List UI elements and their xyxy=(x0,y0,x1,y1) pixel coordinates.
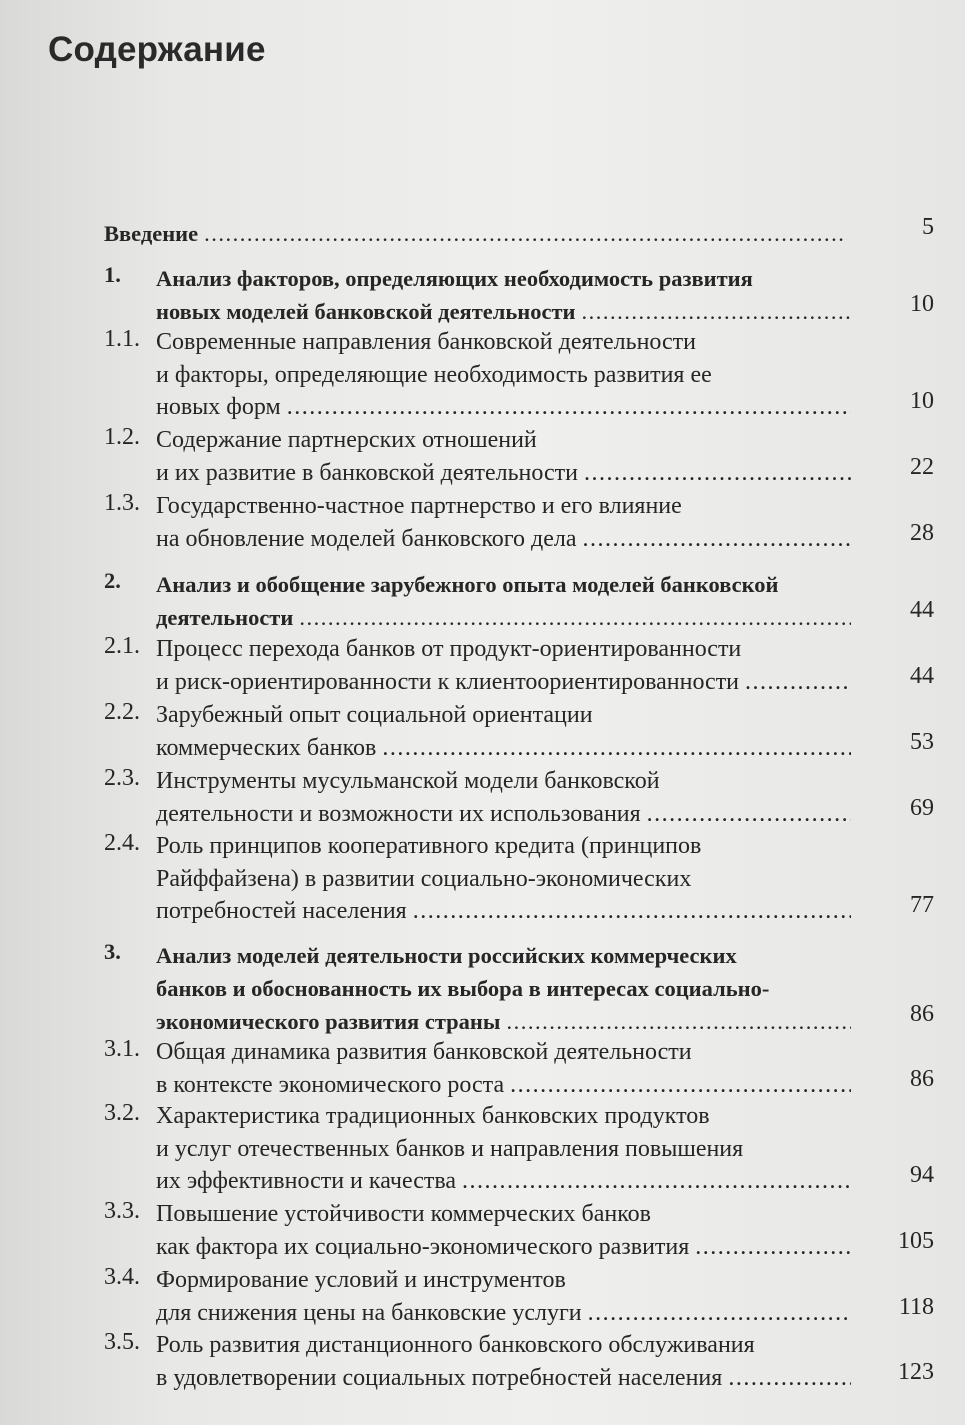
toc-page-number: 86 xyxy=(910,1066,934,1092)
toc-page-number: 94 xyxy=(910,1162,934,1188)
toc-page-number: 10 xyxy=(910,388,934,414)
toc-line xyxy=(156,391,851,424)
toc-entry-number: 3. xyxy=(104,939,121,964)
toc-line xyxy=(156,732,851,765)
toc-line-text: и их развитие в банковской деятельности xyxy=(156,459,578,486)
toc-page-number: 53 xyxy=(910,729,934,755)
toc-page-number: 28 xyxy=(910,520,934,546)
toc-line-text: новых моделей банковской деятельности xyxy=(156,299,576,324)
toc-line xyxy=(156,424,851,457)
toc-entry-number: 3.2. xyxy=(104,1100,140,1126)
dot-leader xyxy=(745,666,851,699)
dot-leader xyxy=(695,1231,851,1264)
dot-leader xyxy=(647,798,851,831)
toc-line xyxy=(156,830,851,863)
toc-page-number: 44 xyxy=(910,597,934,623)
toc-line xyxy=(156,1069,851,1102)
dot-leader xyxy=(287,391,851,424)
toc-entry-number: 3.4. xyxy=(104,1264,140,1290)
toc-line xyxy=(156,262,851,295)
dot-leader xyxy=(588,1297,851,1330)
dot-leader xyxy=(204,218,847,251)
toc-line-text: их эффективности и качества xyxy=(156,1168,457,1194)
toc-page-number: 69 xyxy=(910,795,934,821)
toc-line-text: Повышение устойчивости коммерческих банков xyxy=(156,1201,651,1227)
toc-entry-number: 2.4. xyxy=(104,830,140,856)
toc-entry-label: Введение xyxy=(104,221,199,246)
toc-line-text: деятельности и возможности их использования xyxy=(156,800,641,827)
toc-line-text: Зарубежный опыт социальной ориентации xyxy=(156,702,593,728)
toc-line-text: Анализ моделей деятельности российских коммерческих xyxy=(156,943,737,968)
toc-line xyxy=(156,1362,851,1395)
toc-line-text: Роль принципов кооперативного кредита (принципов xyxy=(156,833,702,859)
toc-line-text: коммерческих банков xyxy=(156,734,377,761)
toc-line xyxy=(156,666,851,699)
toc-line xyxy=(156,326,851,359)
toc-line-text: в контексте экономического роста xyxy=(156,1071,505,1098)
toc-line-text: Общая динамика развития банковской деятельности xyxy=(156,1039,692,1065)
toc-line xyxy=(156,633,851,666)
toc-line-text: для снижения цены на банковские услуги xyxy=(156,1299,582,1326)
dot-leader xyxy=(506,1005,851,1038)
toc-line-text: Формирование условий и инструментов xyxy=(156,1267,566,1293)
toc-line-text: Процесс перехода банков от продукт-ориентированности xyxy=(156,636,742,662)
toc-line xyxy=(156,359,851,392)
toc-line xyxy=(156,1133,851,1166)
toc-entry-number: 3.1. xyxy=(104,1036,140,1062)
toc-line xyxy=(156,568,856,601)
toc-entry-number: 1. xyxy=(104,262,121,287)
dot-leader xyxy=(299,601,851,634)
dot-leader xyxy=(728,1362,851,1395)
dot-leader xyxy=(413,895,851,928)
toc-entry-number: 1.1. xyxy=(104,326,140,352)
toc-entry-number: 3.5. xyxy=(104,1329,140,1355)
dot-leader xyxy=(584,457,851,490)
toc-line-text: потребностей населения xyxy=(156,898,407,924)
toc-line-text: и факторы, определяющие необходимость развития ее xyxy=(156,361,712,388)
toc-line-text: в удовлетворении социальных потребностей населения xyxy=(156,1364,723,1391)
toc-line xyxy=(156,1264,851,1297)
toc-line-text: Анализ факторов, определяющих необходимость развития xyxy=(156,266,753,291)
toc-line-text: как фактора их социально-экономического развития xyxy=(156,1233,690,1260)
toc-page-number: 105 xyxy=(898,1228,934,1254)
toc-line-text: Райффайзена) в развитии социально-экономических xyxy=(156,865,692,892)
dot-leader xyxy=(582,295,851,328)
toc-page-number: 123 xyxy=(898,1359,934,1385)
toc-page-number: 22 xyxy=(910,454,934,480)
toc-page-number: 86 xyxy=(910,1001,934,1027)
toc-line xyxy=(156,523,851,556)
toc-line-text: Роль развития дистанционного банковского обслуживания xyxy=(156,1332,755,1358)
toc-line xyxy=(156,490,851,523)
toc-line xyxy=(156,895,851,928)
toc-line-text: Современные направления банковской деятельности xyxy=(156,329,697,355)
toc-entry-number: 2. xyxy=(104,568,121,593)
toc-entry-number: 2.3. xyxy=(104,765,140,791)
toc-line xyxy=(156,1100,851,1133)
toc-line xyxy=(156,1231,851,1264)
toc-line-text: Инструменты мусульманской модели банковской xyxy=(156,768,660,794)
toc-line xyxy=(156,939,851,972)
toc-line xyxy=(156,699,851,732)
dot-leader xyxy=(583,523,851,556)
toc-line-text: банков и обоснованность их выбора в интересах социально- xyxy=(156,976,770,1001)
toc-line-text: и риск-ориентированности к клиентоориентированности xyxy=(156,668,740,695)
toc-page-number: 118 xyxy=(898,1294,934,1320)
toc-line xyxy=(156,972,851,1005)
toc-entry-number: 2.2. xyxy=(104,699,140,725)
toc-entry-number: 3.3. xyxy=(104,1198,140,1224)
toc-entry-number: 1.2. xyxy=(104,424,140,450)
toc-line xyxy=(156,863,851,896)
toc-line xyxy=(156,1329,851,1362)
page-title: Содержание xyxy=(48,30,266,69)
dot-leader xyxy=(510,1069,851,1102)
toc-page-number: 44 xyxy=(910,663,934,689)
toc-line xyxy=(156,798,851,831)
toc-line-text: экономического развития страны xyxy=(156,1009,501,1034)
toc-line-text: и услуг отечественных банков и направления повышения xyxy=(156,1135,744,1162)
toc-line xyxy=(156,1297,851,1330)
toc-line xyxy=(156,295,851,328)
toc-entry-number: 2.1. xyxy=(104,633,140,659)
toc-page-number: 77 xyxy=(910,892,934,918)
toc-line xyxy=(156,1165,851,1198)
toc-line xyxy=(156,1036,851,1069)
toc-line xyxy=(104,218,847,251)
toc-line-text: Содержание партнерских отношений xyxy=(156,427,537,453)
dot-leader xyxy=(382,732,851,765)
toc-entry-number: 1.3. xyxy=(104,490,140,516)
toc-line xyxy=(156,601,851,634)
toc-line-text: деятельности xyxy=(156,605,294,630)
toc-line xyxy=(156,457,851,490)
dot-leader xyxy=(462,1165,851,1198)
toc-line-text: Характеристика традиционных банковских продуктов xyxy=(156,1103,710,1129)
toc-line xyxy=(156,765,851,798)
toc-line xyxy=(156,1005,851,1038)
toc-line-text: Анализ и обобщение зарубежного опыта моделей банковской xyxy=(156,572,779,597)
toc-line-text: новых форм xyxy=(156,394,281,420)
toc-page-number: 5 xyxy=(922,214,934,240)
toc-line-text: Государственно-частное партнерство и его влияние xyxy=(156,493,682,519)
toc-page-number: 10 xyxy=(910,291,934,317)
toc-line-text: на обновление моделей банковского дела xyxy=(156,525,577,552)
toc-line xyxy=(156,1198,851,1231)
